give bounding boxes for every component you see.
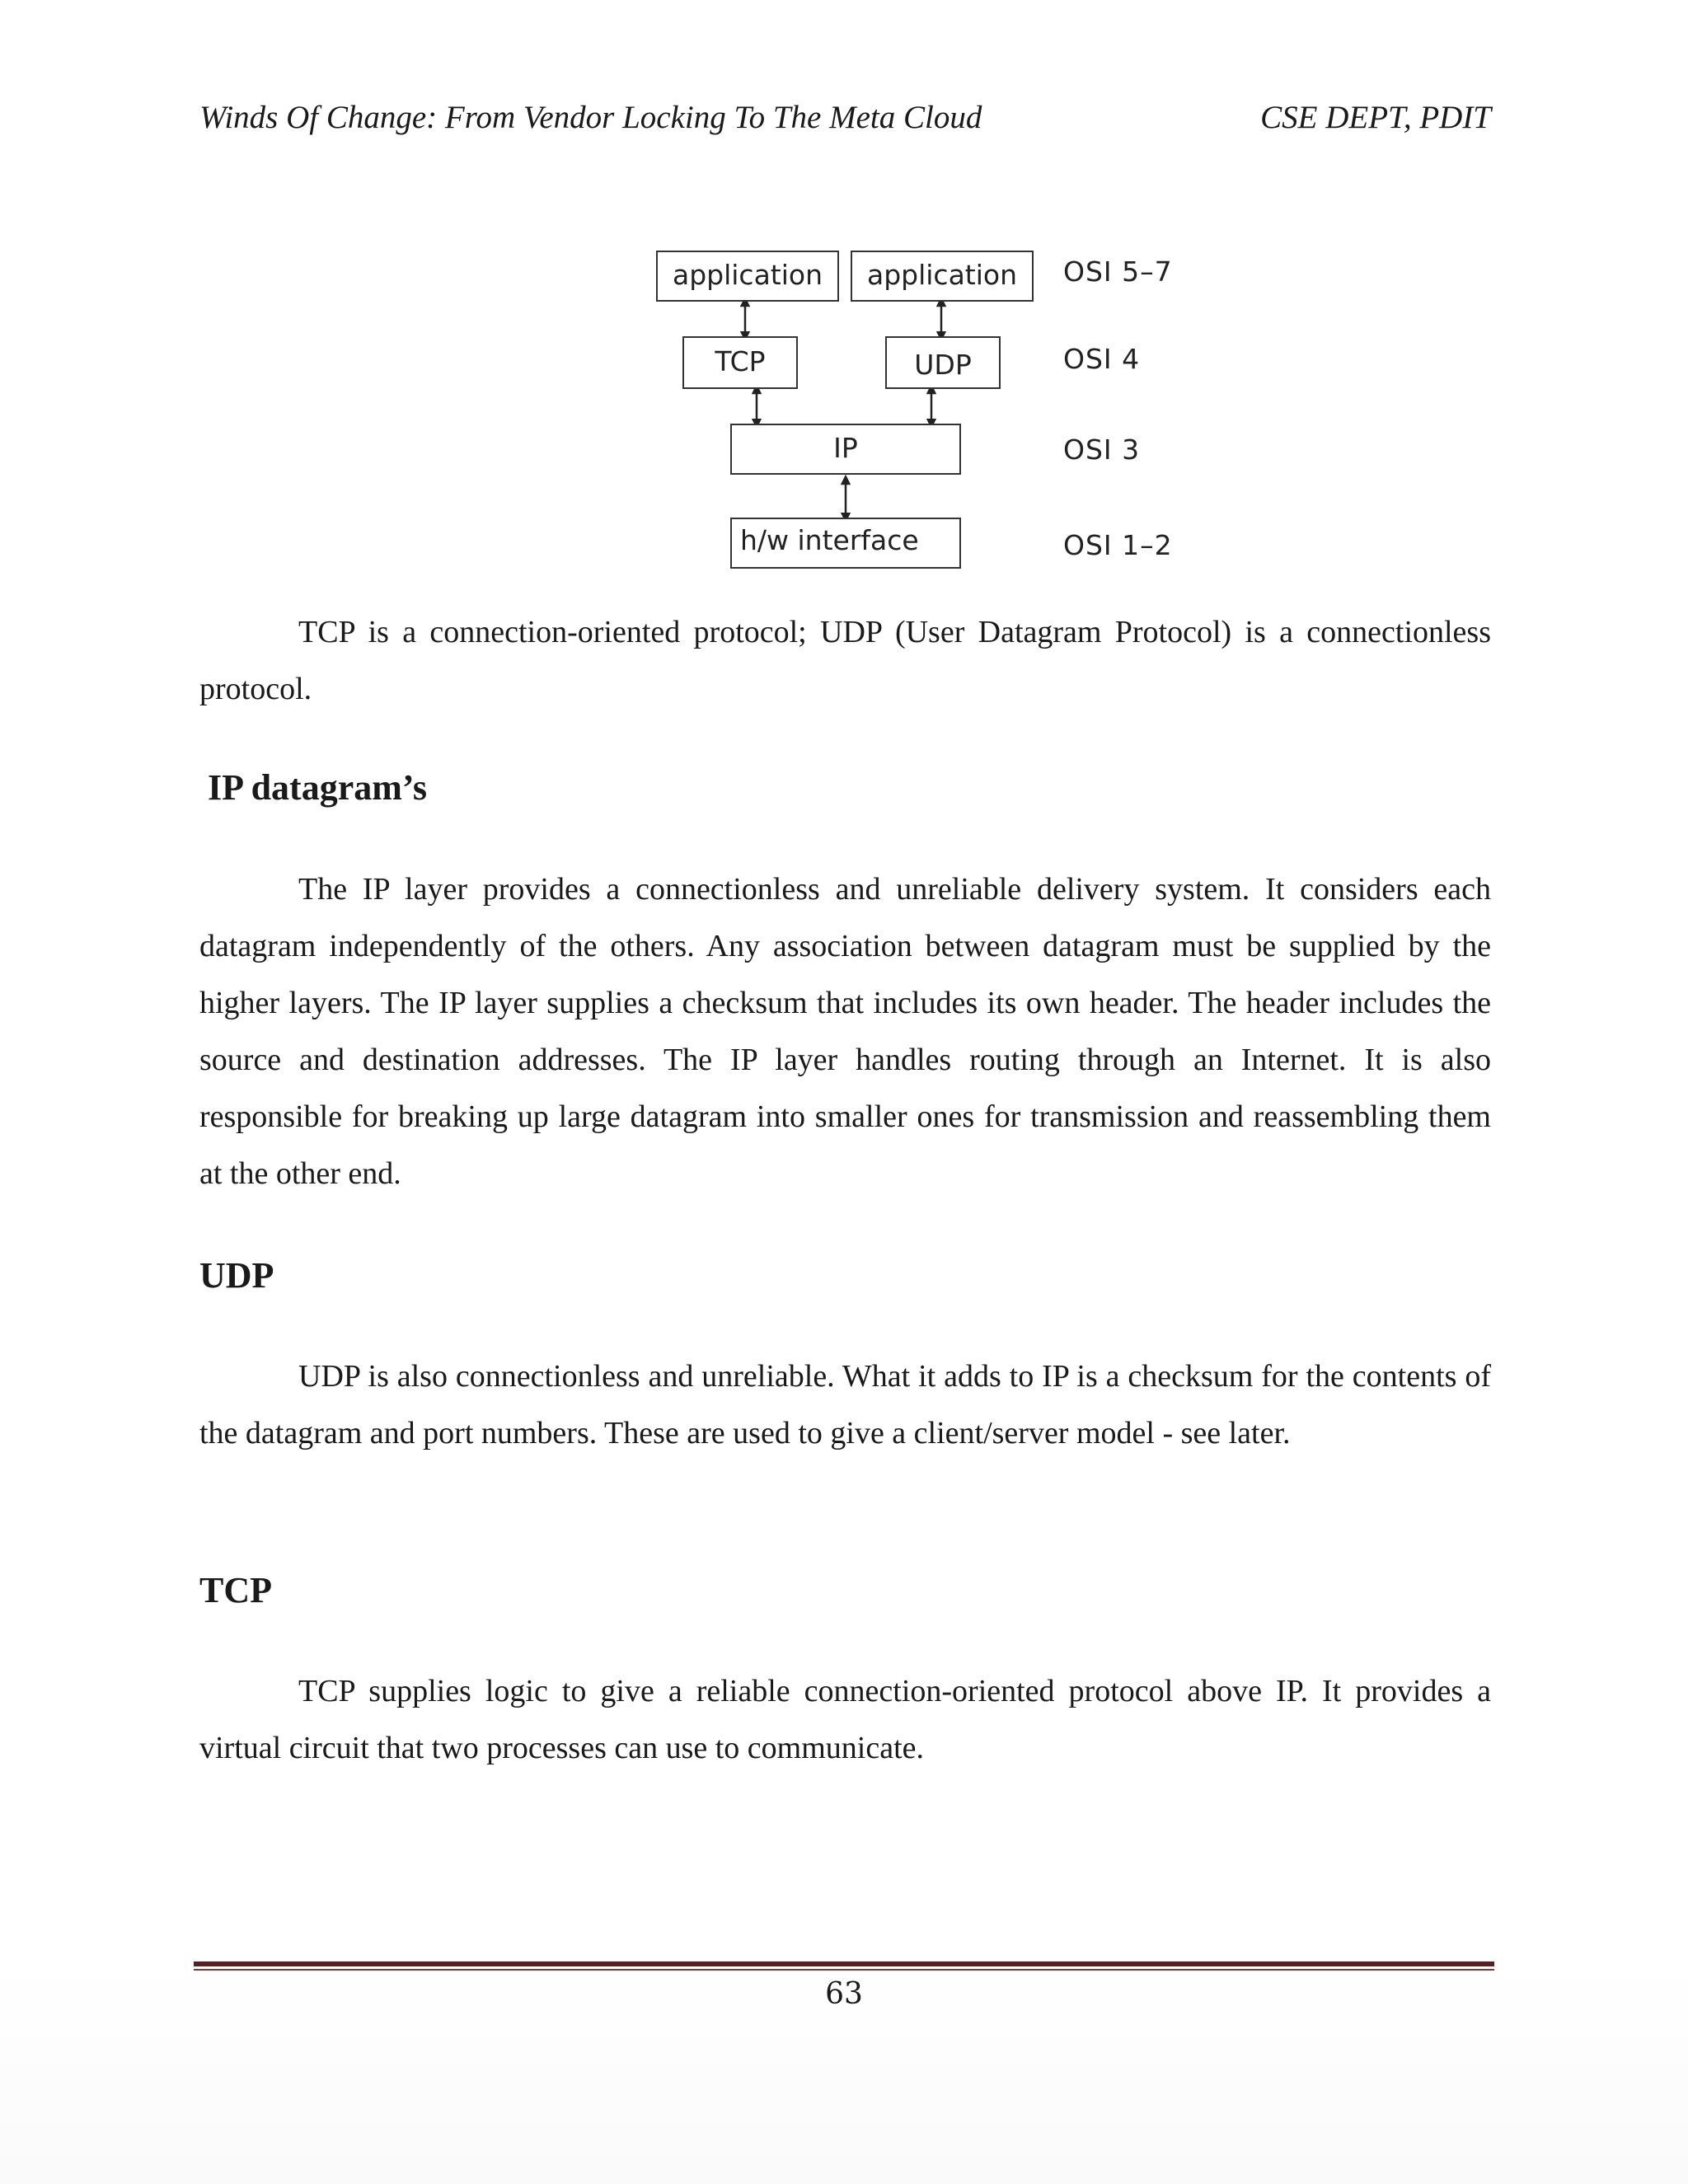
tcp-heading: TCP: [199, 1570, 272, 1610]
application-box-right: application: [851, 251, 1034, 302]
footer-rule-thick: [194, 1961, 1494, 1966]
department-label: CSE DEPT, PDIT: [1260, 100, 1491, 135]
hw-interface-box: h/w interface: [730, 518, 961, 569]
osi-3-label: OSI 3: [1063, 434, 1141, 466]
page-number: 63: [825, 1977, 863, 2011]
udp-box: UDP: [885, 336, 1001, 389]
tcp-box: TCP: [682, 336, 798, 389]
ip-datagram-paragraph: The IP layer provides a connectionless and unreliable delivery system. It considers each datagram independently of the others. Any association between datagram must be supplied by the higher layers. The IP layer supplies a checksum that includes its own header. The header includes the source and destination addresses. The IP layer handles routing through an Internet. It is also responsible for breaking up large datagram into smaller ones for transmission and reassembling them at the other end.: [199, 872, 1491, 1191]
running-header: [199, 97, 1491, 138]
footer-rule-thin: [194, 1969, 1494, 1971]
application-box-left: application: [656, 251, 839, 302]
ip-datagram-heading: IP datagram’s: [208, 767, 428, 808]
udp-paragraph: UDP is also connectionless and unreliable. What it adds to IP is a checksum for the contents of the datagram and port numbers. These are used to give a client/server model - see later.: [199, 1359, 1491, 1451]
ip-box: IP: [730, 424, 961, 475]
document-title: Winds Of Change: From Vendor Locking To The Meta Cloud: [199, 100, 982, 135]
osi-4-label: OSI 4: [1063, 343, 1141, 375]
osi-5-7-label: OSI 5–7: [1063, 255, 1173, 288]
intro-paragraph: TCP is a connection-oriented protocol; UDP (User Datagram Protocol) is a connectionless protocol.: [199, 615, 1491, 706]
udp-heading: UDP: [199, 1255, 274, 1296]
osi-1-2-label: OSI 1–2: [1063, 529, 1173, 561]
protocol-stack-diagram: [643, 239, 1220, 585]
tcp-paragraph: TCP supplies logic to give a reliable connection-oriented protocol above IP. It provides a virtual circuit that two processes can use to communicate.: [199, 1674, 1491, 1765]
